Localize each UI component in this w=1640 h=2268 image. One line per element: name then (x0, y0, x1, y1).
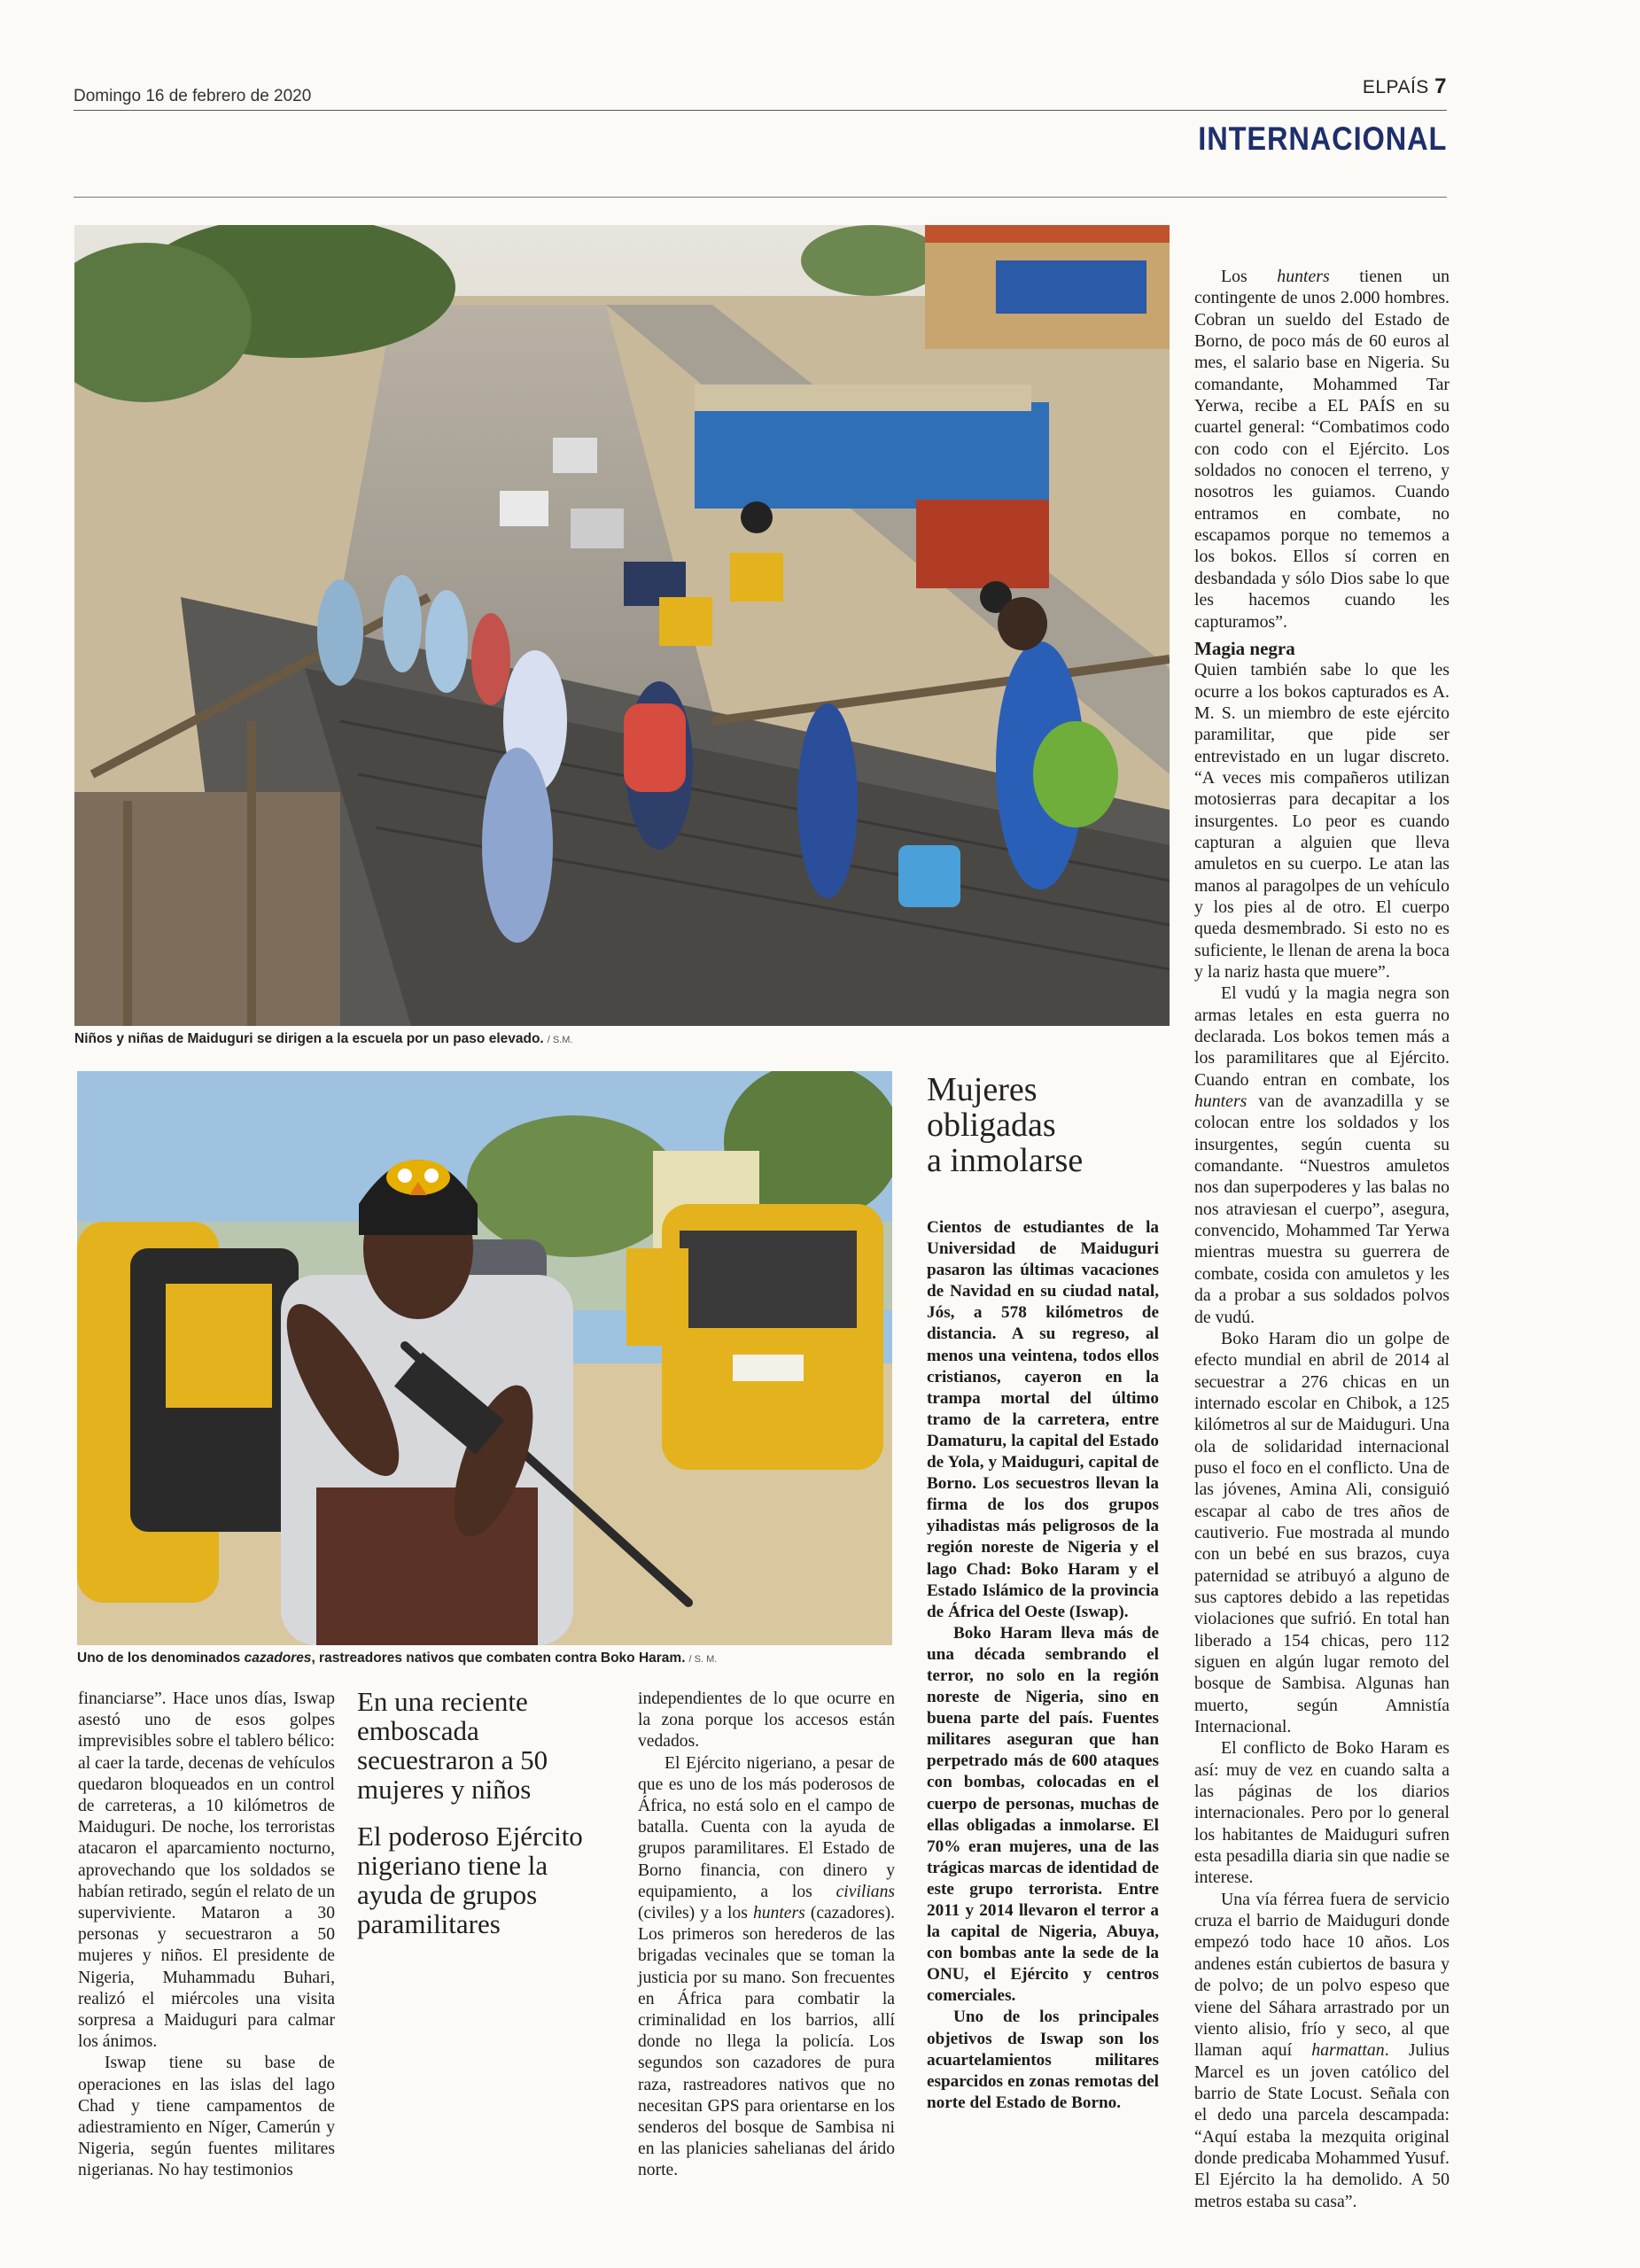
column-a-paragraph-1: financiarse”. Hace unos días, Iswap asestó uno de esos golpes imprevisibles sobre el tablero bélico: al caer la tarde, decenas de vehículos quedaron bloqueados en un control de carreteras, a 10 kilómetros de Maiduguri. De noche, los terroristas atacaron el aparcamiento nocturno, aprovechando que los soldados se habían retirado, según el relato de un superviviente. Mataron a 30 personas y secuestraron a 50 mujeres y niños. El presidente de Nigeria, Muhammadu Buhari, realizó el miércoles una visita sorpresa a Maiduguri para calmar los ánimos. (78, 1689, 335, 2052)
photo2-caption (77, 1651, 717, 1666)
text-span: El Ejército nigeriano, a pesar de que es uno de los más poderosos de África, no está solo en el campo de batalla. Cuenta con la ayuda de grupos paramilitares. El Estado de Borno financia, con dinero y equipamiento, a los (638, 1753, 895, 1901)
photo1-credit: / S.M. (547, 1035, 573, 1045)
photo-schoolchildren-overpass (74, 225, 1170, 1026)
sidebar-paragraph: Cientos de estudiantes de la Universidad de Maiduguri pasaron las últimas vacaciones de Navidad en su ciudad natal, Jós, a 578 kilómetros de distancia. A su regreso, al menos una veintena, todos ellos cristianos, cayeron en la trampa mortal del último tramo de la carretera, entre Damaturu, la capital del Estado de Yola, y Maiduguri, capital de Borno. Los secuestros llevan la firma de los dos grupos yihadistas más peligrosos de la región noreste de Nigeria y el lago Chad: Boko Haram y el Estado Islámico de la provincia de África del Oeste (Iswap). (927, 1218, 1159, 1621)
right-paragraph-5: El conflicto de Boko Haram es así: muy de vez en cuando salta a las páginas de los diarios internacionales. Pero por lo general los habitantes de Maiduguri sufren esta pesadilla diaria sin que nadie se interese. (1194, 1738, 1450, 1888)
right-paragraph-2: Quien también sabe lo que les ocurre a los bokos capturados es A. M. S. un miembro de este ejército paramilitar, que pide ser entrevistado en un lugar discreto. “A veces mis compañeros utilizan motosierras para decapitar a los insurgentes. Lo peor es cuando capturan a alguien que lleva amuletos en su cuerpo. Le atan las manos al paragolpes de un vehículo y los pies al de otro. El cuerpo queda desmembrado. Si esto no es suficiente, le llenan de arena la boca y la nariz hasta que muere”. (1194, 660, 1450, 982)
text-em: hunters (1277, 267, 1330, 286)
text-span: Una vía férrea fuera de servicio cruza el barrio de Maiduguri donde empezó todo hace 10 años. Los andenes están cubiertos de basura y de polvo; de un polvo espeso que viene del Sáhara arrastrado por un viento alisio, frío y seco, al que llaman aquí (1194, 1889, 1450, 2061)
section-rule (74, 197, 1447, 198)
text-span: (cazadores). Los primeros son herederos de las brigadas vecinales que se toman la justicia por su mano. Son frecuentes en África para combatir la criminalidad en los barrios, allí donde no llega la policía. Los segundos son cazadores de pura raza, rastreadores nativos que no necesitan GPS para orientarse en los senderos del bosque de Sambisa ni en las planicies sahelianas del árido norte. (638, 1904, 895, 2180)
photo2-caption-pre: Uno de los denominados (77, 1651, 245, 1666)
sidebar-body (927, 1217, 1159, 2114)
text-em: harmattan (1311, 2040, 1385, 2061)
sidebar-paragraph: Boko Haram lleva más de una década sembrando el terror, no solo en la región noreste de Nigeria, sino en buena parte del país. Fuentes militares aseguran que han perpetrado más de 600 ataques con bombas, colocadas en el cuerpo de personas, muchas de ellas obligadas a inmolarse. El 70% eran mujeres, una de las trágicas marcas de identidad de este grupo terrorista. Entre 2011 y 2014 llevaron el terror a la capital de Nigeria, Abuya, con bombas ante la sede de la ONU, el Ejército y centros comerciales. (927, 1623, 1159, 2006)
pull-quote-1: En una reciente emboscada secuestraron a 50 mujeres y niños (357, 1686, 548, 1805)
column-c-paragraph-1: independientes de lo que ocurre en la zona porque los accesos están vedados. (638, 1689, 895, 1751)
sidebar-title-line2: obligadas (927, 1107, 1056, 1144)
pull-quote-2: El poderoso Ejército nigeriano tiene la ayuda de grupos paramilitares (357, 1821, 583, 1939)
text-span: tienen un contingente de unos 2.000 hombres. Cobran un sueldo del Estado de Borno, de poco más de 60 euros al mes, el salario base en Nigeria. Su comandante, Mohammed Tar Yerwa, recibe a EL PAÍS en su cuartel general: “Combatimos codo con codo con el Ejército. Los soldados no conocen el terreno, y nosotros les guiamos. Cuando entramos en combate, no escapamos porque no tememos a los bokos. Ellos sí corren en desbandada y sólo Dios sabe lo que les hacemos cuando les capturamos”. (1194, 267, 1450, 632)
column-a-paragraph-2: Iswap tiene su base de operaciones en las islas del lago Chad y tiene campamentos de adiestramiento en Níger, Camerún y Nigeria, según fuentes militares nigerianas. No hay testimonios (78, 2054, 335, 2180)
text-em: hunters (1194, 1091, 1247, 1112)
text-em: hunters (752, 1904, 805, 1923)
masthead-logo: ELPAÍS (1362, 77, 1429, 97)
text-span: El vudú y la magia negra son armas letales en esta guerra no declarada. Los bokos temen más a los paramilitares que al Ejército. Cuando entran en combate, los (1194, 983, 1450, 1090)
photo2-caption-em: cazadores (244, 1651, 312, 1666)
right-column (1194, 266, 1450, 2212)
subhead-magia-negra: Magia negra (1194, 637, 1295, 659)
sidebar-title-line3: a inmolarse (927, 1142, 1084, 1179)
photo1-caption (74, 1031, 572, 1047)
column-a (78, 1689, 335, 2182)
text-span: van de avanzadilla y se colocan entre los soldados y los insurgentes, según cuenta su comandante. “Nuestros amuletos nos dan superpoderes y las balas no nos atraviesan el cuerpo”, asegura, convencido, Mohammed Tar Yerwa mientras muestra su guerrera de combate, cosida con amuletos y les da a probar a sus soldados polvos de vudú. (1194, 1091, 1450, 1327)
sidebar-paragraph: Uno de los principales objetivos de Iswap son los acuartelamientos militares esparcidos en zonas remotas del norte del Estado de Borno. (927, 2008, 1159, 2112)
text-span: Los (1221, 267, 1278, 286)
page-number: 7 (1434, 74, 1447, 98)
right-paragraph-6 (1194, 1889, 1450, 2212)
sidebar-title-line1: Mujeres (927, 1071, 1038, 1108)
header-rule (74, 110, 1447, 111)
right-paragraph-3 (1194, 983, 1450, 1328)
column-c (638, 1689, 895, 2182)
pull-quotes (357, 1687, 614, 1938)
masthead (1363, 74, 1447, 99)
sidebar-title (927, 1072, 1166, 1178)
text-span: . Julius Marcel es un joven católico del barrio de State Locust. Señala con el dedo una parcela descampada: “Aquí estaba la mezquita original donde predicaba Mohammed Yusuf. El Ejército la ha demolido. A 50 metros estaba su casa”. (1194, 2040, 1450, 2211)
text-span: (civiles) y a los (638, 1904, 753, 1923)
photo2-caption-post: , rastreadores nativos que combaten contra Boko Haram. (311, 1651, 686, 1666)
right-paragraph-1 (1194, 266, 1450, 633)
right-paragraph-4: Boko Haram dio un golpe de efecto mundial en abril de 2014 al secuestrar a 276 chicas en un internado escolar en Chibok, a 125 kilómetros al sur de Maiduguri. Una ola de solidaridad internacional puso el foco en el conflicto. Una de las jóvenes, Amina Ali, consiguió escapar al cabo de tres años de cautiverio. Fue mostrada al mundo con un bebé en sus brazos, cuya paternidad se atribuyó a alguno de sus captores debido a las repetidas violaciones que sufrió. En total han liberado a 154 chicas, pero 112 siguen en algún lugar remoto del bosque de Sambisa. Algunas han muerto, según Amnistía Internacional. (1194, 1328, 1450, 1737)
photo1-caption-text: Niños y niñas de Maiduguri se dirigen a la escuela por un paso elevado. (74, 1031, 544, 1046)
page-date: Domingo 16 de febrero de 2020 (74, 87, 312, 105)
section-title: INTERNACIONAL (1198, 120, 1447, 157)
photo-hunter-portrait (77, 1071, 892, 1645)
text-em: civilians (836, 1882, 895, 1901)
column-c-paragraph-2 (638, 1753, 895, 2182)
photo2-credit: / S. M. (688, 1654, 718, 1665)
